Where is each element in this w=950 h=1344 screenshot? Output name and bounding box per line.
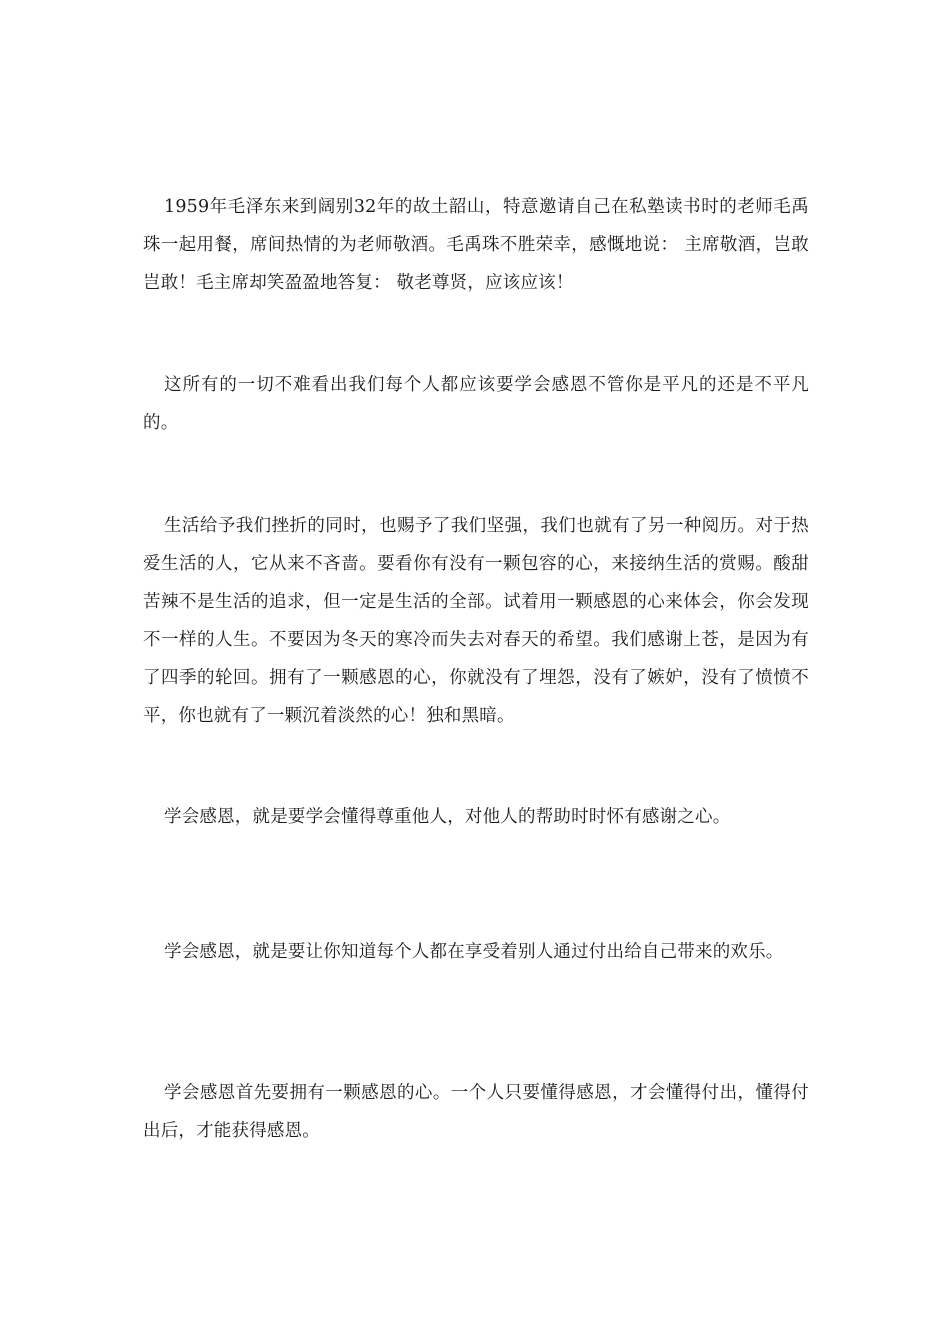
paragraph-respect-others: 学会感恩，就是要学会懂得尊重他人，对他人的帮助时时怀有感谢之心。 [164,807,731,827]
paragraph-mao-toast: 1959年毛泽东来到阔别32年的故土韶山，特意邀请自己在私塾读书时的老师毛禹珠一起用餐，席间热情的为老师敬酒。毛禹珠不胜荣幸，感慨地说： 主席敬酒，岂敢岂敢！毛主席却笑盈盈地答复： 敬老尊贤，应该应该！ [143,197,809,293]
paragraph-enjoy-others-giving: 学会感恩，就是要让你知道每个人都在享受着别人通过付出给自己带来的欢乐。 [164,942,784,962]
paragraph-gratitude-summary: 这所有的一切不难看出我们每个人都应该要学会感恩不管你是平凡的还是不平凡的。 [143,375,809,433]
paragraph-life-setbacks: 生活给予我们挫折的同时，也赐予了我们坚强，我们也就有了另一种阅历。对于热爱生活的人，它从来不吝啬。要看你有没有一颗包容的心，来接纳生活的赏赐。酸甜苦辣不是生活的追求，但一定是生活的全部。试着用一颗感恩的心来体会，你会发现不一样的人生。不要因为冬天的寒冷而失去对春天的希望。我们感谢上苍，是因为有了四季的轮回。拥有了一颗感恩的心，你就没有了埋怨，没有了嫉妒，没有了愤愤不平，你也就有了一颗沉着淡然的心！独和黑暗。 [143,516,809,726]
paragraph-grateful-heart: 学会感恩首先要拥有一颗感恩的心。一个人只要懂得感恩，才会懂得付出，懂得付出后，才能获得感恩。 [143,1083,809,1141]
